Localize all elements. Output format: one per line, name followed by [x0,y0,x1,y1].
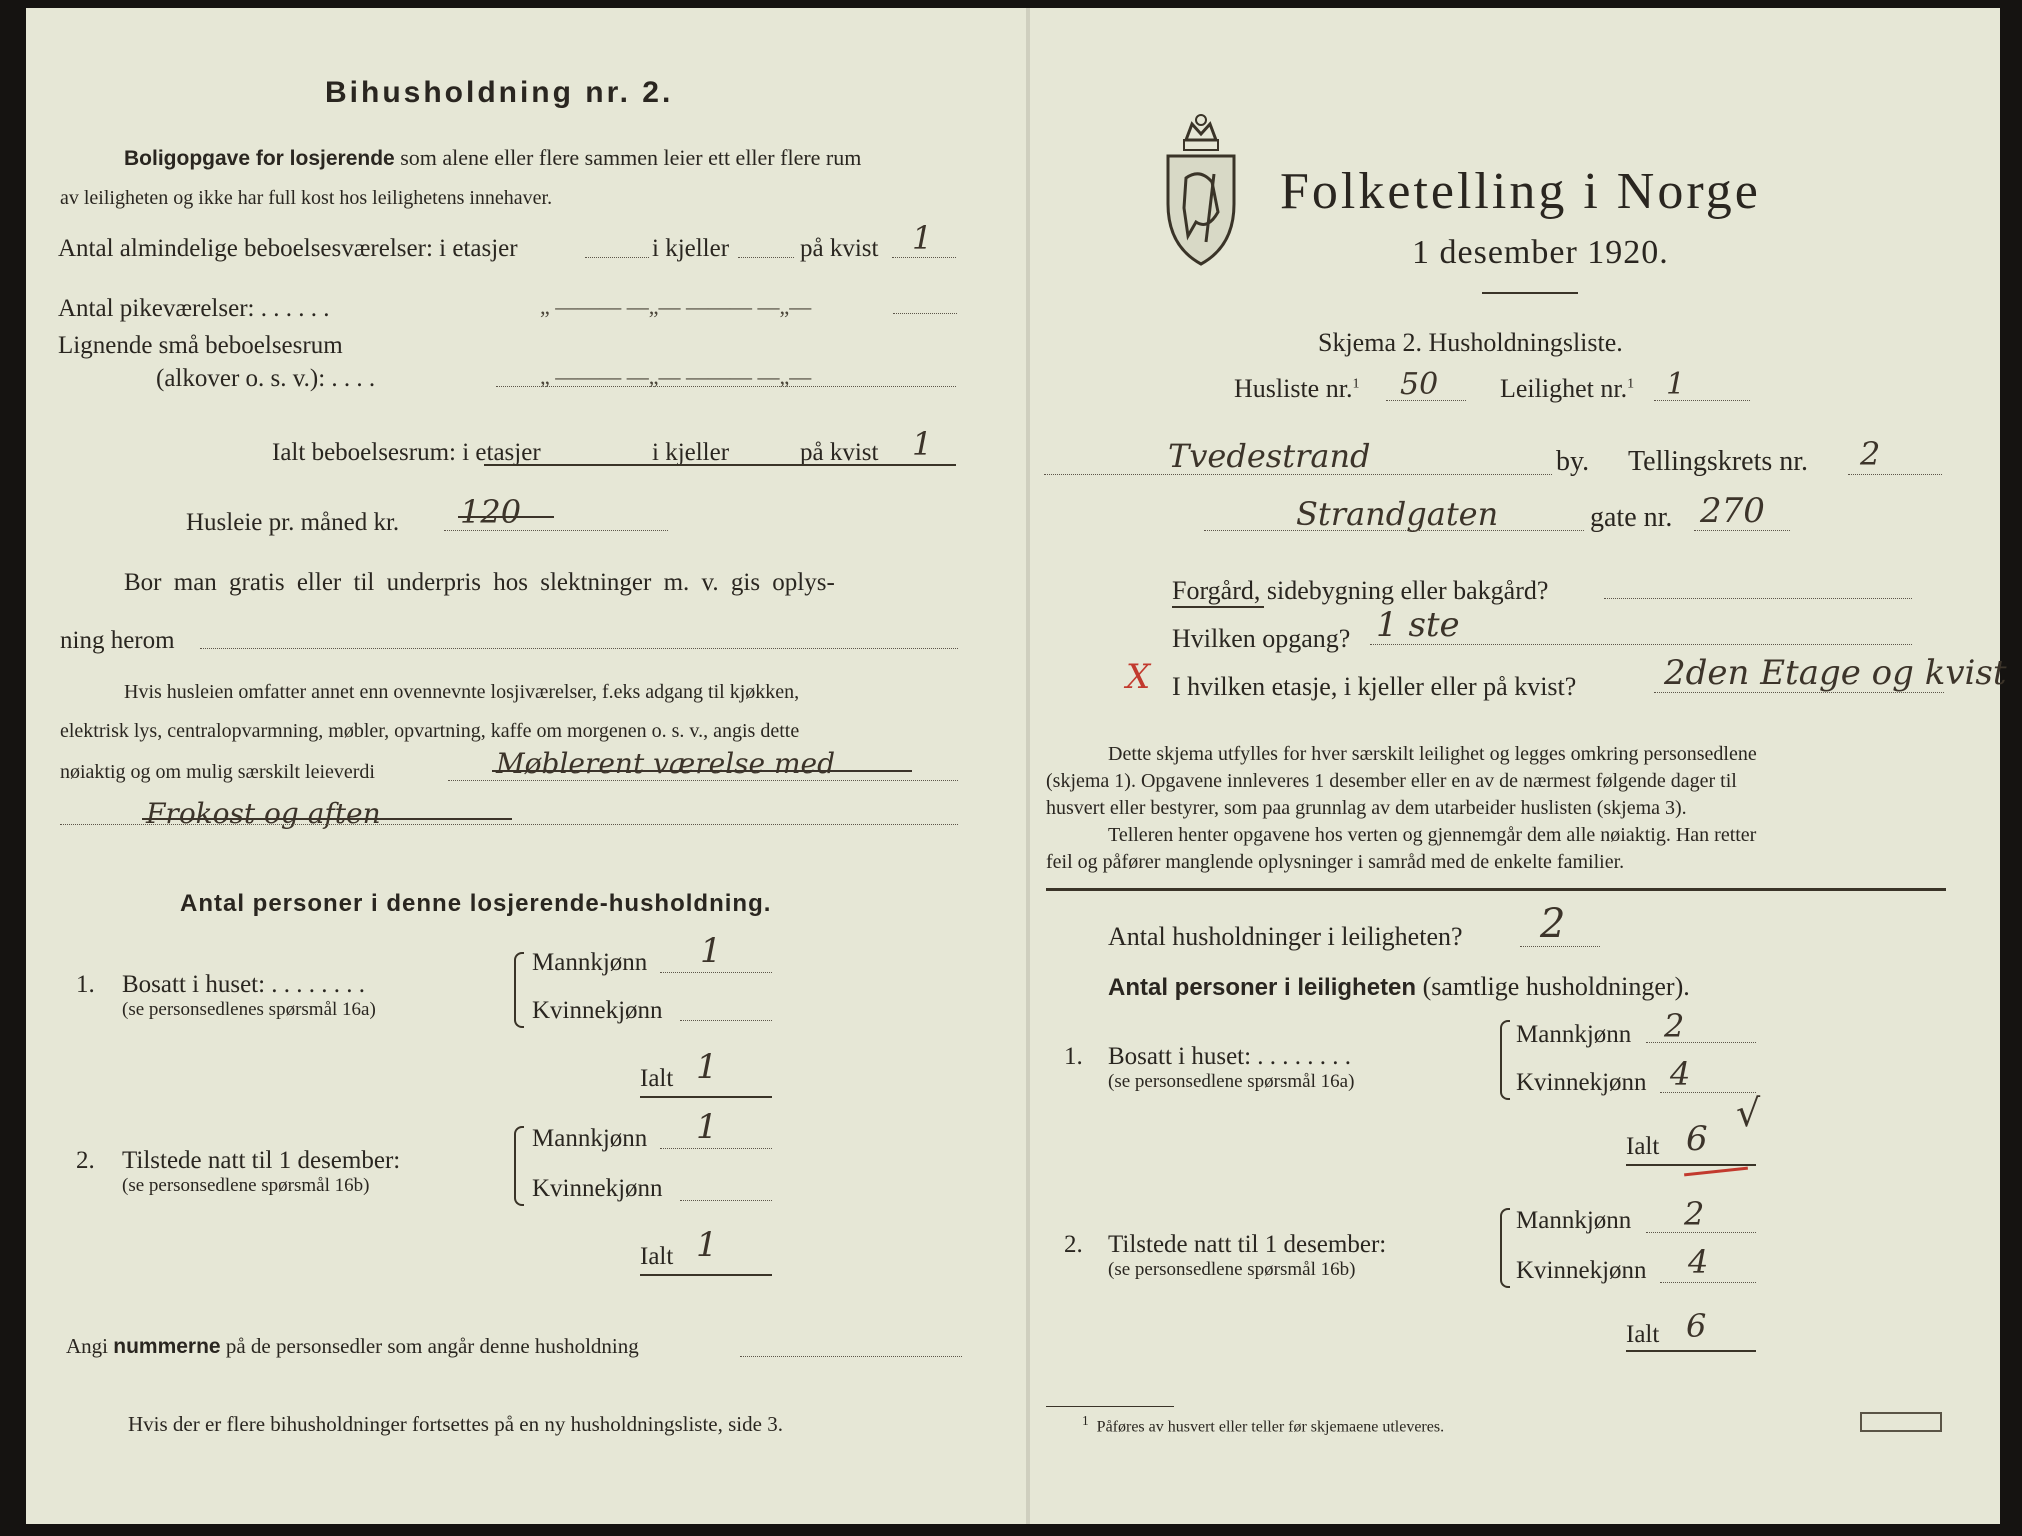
right-q1-ialt-line [1626,1164,1756,1166]
instruction-5: feil og påfører manglende oplysninger i samråd med de enkelte familier. [1046,851,1625,873]
pike-label: Antal pikeværelser: . . . . . . [58,295,330,322]
left-q1-mann-value: 1 [700,931,722,971]
hand-struck-1: Møblerent værelse med [496,747,836,780]
right-q1-ialt-value: 6 [1686,1119,1708,1159]
printer-stamp [1860,1412,1942,1432]
rooms-kjeller-field[interactable] [738,257,794,258]
leieverdi-field[interactable] [448,780,958,781]
right-q1-mann-label: Mannkjønn [1516,1021,1632,1048]
section-rule [1046,888,1946,891]
right-q2-brace [1500,1208,1510,1288]
left-q2-mann-label: Mannkjønn [532,1125,648,1152]
antal-hush-value: 2 [1540,901,1566,947]
instruction-2: (skjema 1). Opgavene innleveres 1 desember eller en av de nærmest følgende dager til [1046,770,1737,792]
husliste-value: 50 [1400,367,1439,402]
left-q2-kvinne-label: Kvinnekjønn [532,1175,663,1202]
tellingskrets-label: Tellingskrets nr. [1628,446,1809,477]
rooms-kvist-value: 1 [912,219,933,257]
pike-kvist-field[interactable] [893,313,957,314]
left-q2-kvinne-field[interactable] [680,1200,772,1201]
ialt-rooms-line [484,464,956,466]
pike-ditto: „ ——— —„— ——— —„— [540,294,812,319]
instruction-1: Dette skjema utfylles for hver særskilt leilighet og legges omkring personsedlene [1108,743,1757,765]
ialt-kvist-label: på kvist [800,439,879,466]
right-q2-mann-value: 2 [1684,1195,1705,1233]
hvis-line-3: nøiaktig og om mulig særskilt leieverdi [60,761,375,783]
leilighet-label [1500,376,1634,402]
left-q1-sub: (se personsedlenes spørsmål 16a) [122,999,376,1020]
right-persons-header [1108,974,1690,1000]
intro-bold: Boligopgave for losjerende [124,147,395,170]
right-q2-kvinne-label: Kvinnekjønn [1516,1257,1647,1284]
etasje-value: 2den Etage og kvist [1664,653,2007,693]
page-fold [1026,8,1030,1524]
left-title: Bihusholdning nr. 2. [325,76,674,109]
footnote-mark: 1 [1082,1413,1089,1428]
right-q2-number: 2. [1064,1231,1083,1258]
schema-label: Skjema 2. Husholdningsliste. [1318,328,1623,357]
left-persons-header: Antal personer i denne losjerende-husholdning. [180,890,772,917]
right-q2-kvinne-value: 4 [1688,1243,1709,1281]
gate-value: 270 [1700,491,1765,531]
left-q2-sub: (se personsedlene spørsmål 16b) [122,1175,370,1196]
right-q1-number: 1. [1064,1043,1083,1070]
husleie-label: Husleie pr. måned kr. [186,509,400,536]
street-field[interactable] [1204,530,1584,531]
ialt-kvist-value: 1 [912,425,933,463]
coat-of-arms-icon [1160,112,1242,268]
leilighet-label-text: Leilighet nr. [1500,374,1628,403]
right-q2-ialt-value: 6 [1686,1307,1707,1345]
bor-line-2: ning herom [60,627,175,654]
title-rule [1482,292,1578,294]
opgang-value: 1 ste [1376,605,1460,645]
right-q2-mann-label: Mannkjønn [1516,1207,1632,1234]
right-q2-label: Tilstede natt til 1 desember: [1108,1231,1387,1258]
rooms-kvist-label: på kvist [800,235,879,262]
tellingskrets-field[interactable] [1848,474,1942,475]
left-footer: Hvis der er flere bihusholdninger fortsettes på en ny husholdningsliste, side 3. [128,1412,783,1436]
angi-line [66,1336,639,1357]
right-persons-rest: (samtlige husholdninger). [1422,972,1690,1001]
right-q1-mann-value: 2 [1664,1007,1685,1045]
left-q1-brace [514,952,524,1028]
forgaard-field[interactable] [1604,598,1912,599]
by-label: by. [1556,446,1590,477]
etasje-field[interactable] [1654,692,1944,693]
footnote-rule [1046,1406,1174,1407]
husliste-label [1234,376,1359,402]
angi-field[interactable] [740,1356,962,1357]
right-q1-brace [1500,1020,1510,1100]
left-q2-label: Tilstede natt til 1 desember: [122,1147,401,1174]
gate-label: gate nr. [1590,502,1673,533]
hand-struck-2: Frokost og aften [146,797,381,830]
hand-struck-1-line [492,770,912,772]
left-q1-ialt-value: 1 [696,1047,718,1087]
footnote-text: Påføres av husvert eller teller før skjemaene utleveres. [1096,1418,1445,1436]
antal-hush-label: Antal husholdninger i leiligheten? [1108,922,1463,951]
left-q1-mann-label: Mannkjønn [532,949,648,976]
rooms-kjeller-label: i kjeller [652,235,730,262]
hvis-line-1: Hvis husleien omfatter annet enn ovennevnte losjiværelser, f.eks adgang til kjøkken, [124,681,800,703]
angi-bold: nummerne [113,1335,221,1358]
left-q1-mann-field[interactable] [660,972,772,973]
husleie-field[interactable] [444,530,668,531]
town-field[interactable] [1044,474,1552,475]
forgaard-underline [1172,606,1264,608]
right-q1-tick-mark: √ [1736,1091,1761,1135]
angi-2: på de personsedler som angår denne husholdning [225,1334,639,1358]
intro-line-2: av leiligheten og ikke har full kost hos leilighetens innehaver. [60,187,553,209]
left-q2-mann-value: 1 [696,1107,718,1147]
intro-line-1 [124,147,861,169]
right-q2-kvinne-field[interactable] [1660,1282,1756,1283]
margin-check-mark: X [1126,657,1151,697]
right-date: 1 desember 1920. [1412,234,1669,271]
right-q2-mann-field[interactable] [1646,1232,1756,1233]
left-q2-ialt-value: 1 [696,1225,718,1265]
left-q2-mann-field[interactable] [660,1148,772,1149]
left-q1-number: 1. [76,971,95,998]
husliste-label-text: Husliste nr. [1234,374,1353,403]
opgang-label: Hvilken opgang? [1172,624,1351,653]
left-q2-ialt-label: Ialt [640,1243,674,1270]
right-q2-ialt-label: Ialt [1626,1321,1660,1348]
husliste-sup: 1 [1352,376,1360,392]
street-value: Strandgaten [1296,495,1499,533]
angi-1: Angi [66,1334,108,1358]
bor-field[interactable] [200,648,958,649]
left-q1-ialt-line [640,1096,772,1098]
lignende-line-2: (alkover o. s. v.): . . . . [156,365,376,392]
right-q1-sub: (se personsedlene spørsmål 16a) [1108,1071,1355,1092]
left-q2-brace [514,1126,524,1206]
right-q1-ialt-label: Ialt [1626,1133,1660,1160]
left-q2-ialt-line [640,1274,772,1276]
husleie-value: 120 [460,493,522,531]
antal-hush-field[interactable] [1520,946,1600,947]
bor-line-1: Bor man gratis eller til underpris hos slektninger m. v. gis oplys- [124,569,835,596]
hand-struck-2-line [142,818,512,820]
gate-field[interactable] [1694,530,1790,531]
right-q2-ialt-line [1626,1350,1756,1352]
intro-rest: som alene eller flere sammen leier ett eller flere rum [400,145,862,170]
instruction-3: husvert eller bestyrer, som paa grunnlag av dem utarbeider huslisten (skjema 3). [1046,797,1687,819]
lignende-line-1: Lignende små beboelsesrum [58,332,343,359]
tellingskrets-value: 2 [1860,435,1881,473]
ialt-rooms-label: Ialt beboelsesrum: i etasjer [272,439,541,466]
leilighet-value: 1 [1666,367,1686,402]
right-q1-kvinne-value: 4 [1670,1055,1691,1093]
opgang-field[interactable] [1370,644,1912,645]
right-title: Folketelling i Norge [1280,163,1761,220]
town-value: Tvedestrand [1168,437,1371,475]
instruction-4: Telleren henter opgavene hos verten og gjennemgår dem alle nøiaktig. Han retter [1108,824,1757,846]
rooms-label: Antal almindelige beboelsesværelser: i etasjer [58,235,518,262]
leilighet-sup: 1 [1627,376,1635,392]
rooms-etasjer-field[interactable] [585,257,649,258]
left-q1-ialt-label: Ialt [640,1065,674,1092]
right-persons-bold: Antal personer i leiligheten [1108,974,1417,1001]
right-q1-label: Bosatt i huset: . . . . . . . . [1108,1043,1352,1070]
right-q2-sub: (se personsedlene spørsmål 16b) [1108,1259,1356,1280]
husliste-field[interactable] [1386,400,1466,401]
lignende-field[interactable] [496,386,956,387]
right-q1-kvinne-label: Kvinnekjønn [1516,1069,1647,1096]
etasje-label: I hvilken etasje, i kjeller eller på kvist? [1172,672,1577,701]
leilighet-field[interactable] [1654,400,1750,401]
right-q1-mann-field[interactable] [1646,1042,1756,1043]
left-q1-label: Bosatt i huset: . . . . . . . . [122,971,366,998]
left-q2-number: 2. [76,1147,95,1174]
footnote [1082,1414,1444,1435]
left-q1-kvinne-label: Kvinnekjønn [532,997,663,1024]
lignende-ditto: „ ——— —„— ——— —„— [540,364,812,389]
rooms-kvist-field[interactable] [892,257,956,258]
hvis-line-2: elektrisk lys, centralopvarmning, møbler, opvartning, kaffe om morgenen o. s. v., angis dette [60,720,800,742]
leieverdi-field-2[interactable] [60,824,958,825]
ialt-kjeller-label: i kjeller [652,439,730,466]
husleie-strike [458,516,554,518]
left-q1-kvinne-field[interactable] [680,1020,772,1021]
forgaard-label: Forgård, sidebygning eller bakgård? [1172,576,1549,605]
